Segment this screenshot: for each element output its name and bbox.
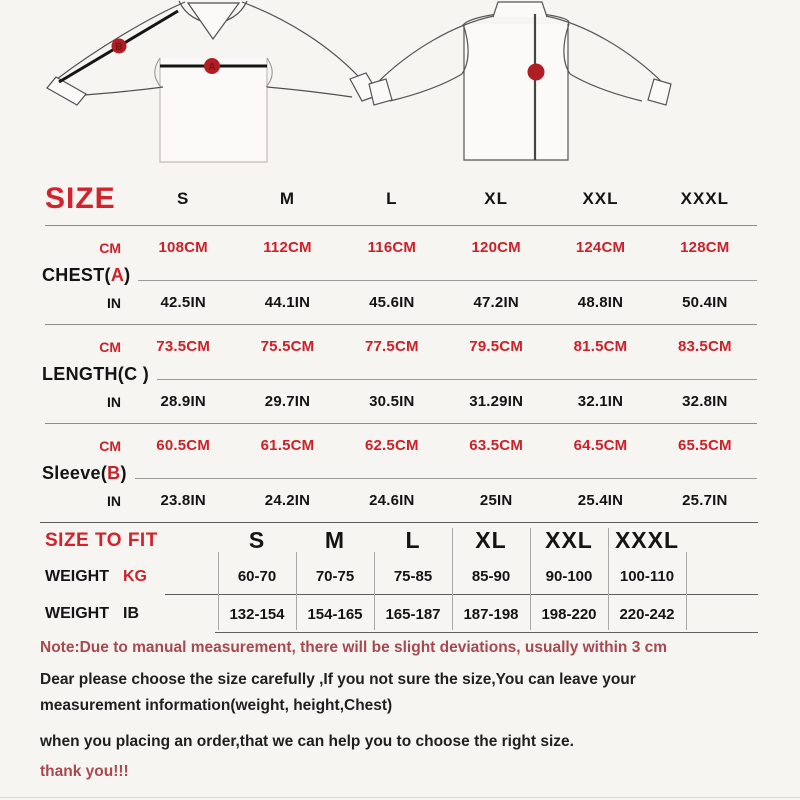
length-in-value: 30.5IN — [369, 393, 415, 410]
sleeve-cm-value: 64.5CM — [573, 437, 628, 454]
cm-unit-label: CM — [99, 239, 121, 256]
chest-cm-value: 124CM — [575, 239, 626, 256]
label-text: ) — [120, 463, 127, 483]
length-in-value: 28.9IN — [160, 393, 206, 410]
label-text: WEIGHT — [45, 605, 109, 622]
sleeve-in-value: 23.8IN — [160, 492, 206, 509]
weight-ib-label — [40, 605, 218, 623]
length-in-value: 29.7IN — [264, 393, 311, 410]
in-unit-label: IN — [107, 492, 121, 509]
column-divider — [296, 552, 297, 630]
divider — [165, 594, 758, 595]
fit-col-xl: XL — [475, 527, 507, 553]
length-in-row — [0, 385, 757, 423]
chest-in-row — [0, 286, 757, 324]
weight-ib-value: 220-242 — [619, 605, 675, 623]
label-underline — [138, 280, 757, 281]
chest-section-label — [0, 265, 130, 286]
weight-ib-value: 187-198 — [463, 605, 519, 623]
length-in-value: 32.8IN — [682, 393, 728, 410]
fit-col-xxxl: XXXL — [614, 527, 680, 553]
chest-cm-value: 120CM — [471, 239, 521, 256]
weight-kg-value: 60-70 — [237, 568, 277, 585]
size-table-title: SIZE — [45, 181, 116, 215]
chest-cm-value: 116CM — [367, 239, 417, 256]
sleeve-section-label — [0, 463, 127, 484]
size-col-xxxl: XXXL — [680, 188, 730, 208]
length-cm-value: 75.5CM — [260, 338, 315, 355]
length-cm-value: 83.5CM — [677, 338, 732, 355]
chest-in-value: 50.4IN — [682, 294, 728, 311]
weight-kg-value: 75-85 — [393, 568, 433, 585]
sleeve-cm-row — [0, 424, 757, 454]
size-to-fit-table — [0, 522, 800, 634]
front-shirt-outline — [47, 1, 379, 162]
label-underline — [135, 478, 757, 479]
size-col-xl: XL — [484, 188, 509, 208]
size-col-l: L — [386, 188, 398, 208]
label-underline — [157, 379, 757, 380]
sleeve-in-value: 24.2IN — [264, 492, 311, 509]
sleeve-cm-value: 60.5CM — [156, 437, 211, 454]
sleeve-in-value: 25.7IN — [682, 492, 728, 509]
sleeve-cm-value: 63.5CM — [469, 437, 524, 454]
column-divider — [530, 528, 531, 630]
column-divider — [218, 552, 219, 630]
section-length — [0, 325, 800, 423]
chest-in-value: 42.5IN — [160, 294, 206, 311]
label-text: ) — [137, 364, 150, 384]
label-text: Sleeve( — [42, 463, 108, 483]
sleeve-in-value: 24.6IN — [369, 492, 415, 509]
bottom-divider — [0, 797, 800, 798]
section-sleeve — [0, 424, 800, 522]
size-col-m: M — [279, 188, 296, 208]
sleeve-in-value: 25.4IN — [577, 492, 624, 509]
notes-section — [40, 638, 760, 781]
label-text: WEIGHT — [45, 567, 109, 585]
dot-b-label: B — [115, 42, 123, 53]
sleeve-label-row — [0, 454, 800, 484]
label-letter: A — [110, 265, 125, 285]
length-cm-row — [0, 325, 757, 355]
measure-dot-a — [204, 58, 220, 74]
weight-kg-value: 85-90 — [471, 568, 511, 585]
fit-col-l: L — [405, 527, 421, 553]
section-chest — [0, 226, 800, 324]
cm-unit-label: CM — [99, 437, 121, 454]
column-divider — [608, 528, 609, 630]
chest-cm-value: 112CM — [263, 239, 312, 256]
divider — [215, 632, 758, 633]
length-section-label — [0, 364, 149, 385]
size-col-xxl: XXL — [582, 188, 619, 208]
sleeve-cm-value: 65.5CM — [677, 437, 732, 454]
fit-col-s: S — [248, 527, 266, 553]
length-cm-value: 81.5CM — [573, 338, 628, 355]
weight-kg-value: 70-75 — [315, 568, 355, 585]
advice-text: Dear please choose the size carefully ,If you not sure the size,You can leave your — [40, 671, 636, 688]
chest-in-value: 45.6IN — [369, 294, 415, 311]
measurement-note: Note:Due to manual measurement, there will be slight deviations, usually within 3 cm — [40, 639, 668, 656]
unit-text: IB — [123, 605, 139, 622]
sleeve-cm-value: 61.5CM — [260, 437, 315, 454]
back-shirt-outline — [369, 2, 671, 160]
chest-cm-value: 108CM — [158, 239, 208, 256]
in-unit-label: IN — [107, 294, 121, 311]
fit-table-title: SIZE TO FIT — [45, 529, 158, 551]
weight-kg-value: 90-100 — [545, 568, 593, 585]
garment-diagram-svg — [0, 0, 800, 172]
chest-label-row — [0, 256, 800, 286]
cm-unit-label: CM — [99, 338, 121, 355]
advice-line-1 — [40, 667, 760, 719]
weight-ib-value: 198-220 — [541, 605, 597, 623]
length-label-row — [0, 355, 800, 385]
label-text: CHEST( — [42, 265, 111, 285]
size-col-s: S — [176, 188, 190, 208]
chest-in-value: 44.1IN — [264, 294, 311, 311]
length-cm-value: 79.5CM — [469, 338, 524, 355]
fit-col-xxl: XXL — [545, 527, 593, 553]
sleeve-in-value: 25IN — [479, 492, 513, 509]
label-letter: C — [124, 364, 138, 384]
fit-col-m: M — [324, 527, 346, 553]
length-in-value: 31.29IN — [469, 393, 524, 410]
sleeve-in-row — [0, 484, 757, 522]
weight-kg-value: 100-110 — [619, 568, 675, 585]
weight-ib-value: 165-187 — [385, 605, 441, 623]
thank-you-text: thank you!!! — [40, 763, 129, 780]
advice-text: measurement information(weight, height,Chest) — [40, 697, 393, 714]
chest-in-value: 47.2IN — [473, 294, 519, 311]
measure-dot-b — [112, 39, 127, 54]
in-unit-label: IN — [107, 393, 121, 410]
garment-diagram — [0, 0, 800, 172]
advice-line-3: when you placing an order,that we can help you to choose the right size. — [40, 733, 574, 750]
column-divider — [374, 552, 375, 630]
column-divider — [686, 552, 687, 630]
dot-a-label: A — [208, 62, 216, 73]
chest-cm-row — [0, 226, 757, 256]
length-cm-value: 73.5CM — [156, 338, 211, 355]
label-letter: B — [107, 463, 121, 483]
chest-in-value: 48.8IN — [577, 294, 624, 311]
unit-text: KG — [123, 567, 147, 585]
length-cm-value: 77.5CM — [364, 338, 419, 355]
chest-cm-value: 128CM — [680, 239, 730, 256]
weight-kg-label — [40, 568, 218, 586]
weight-ib-value: 154-165 — [307, 605, 363, 623]
length-in-value: 32.1IN — [577, 393, 624, 410]
tables-area — [0, 172, 800, 797]
measure-dot-c — [528, 64, 545, 81]
column-divider — [452, 528, 453, 630]
label-text: ) — [124, 265, 131, 285]
weight-ib-value: 132-154 — [229, 605, 285, 623]
sleeve-cm-value: 62.5CM — [364, 437, 419, 454]
label-text: LENGTH( — [42, 364, 125, 384]
size-table-header — [0, 172, 757, 225]
